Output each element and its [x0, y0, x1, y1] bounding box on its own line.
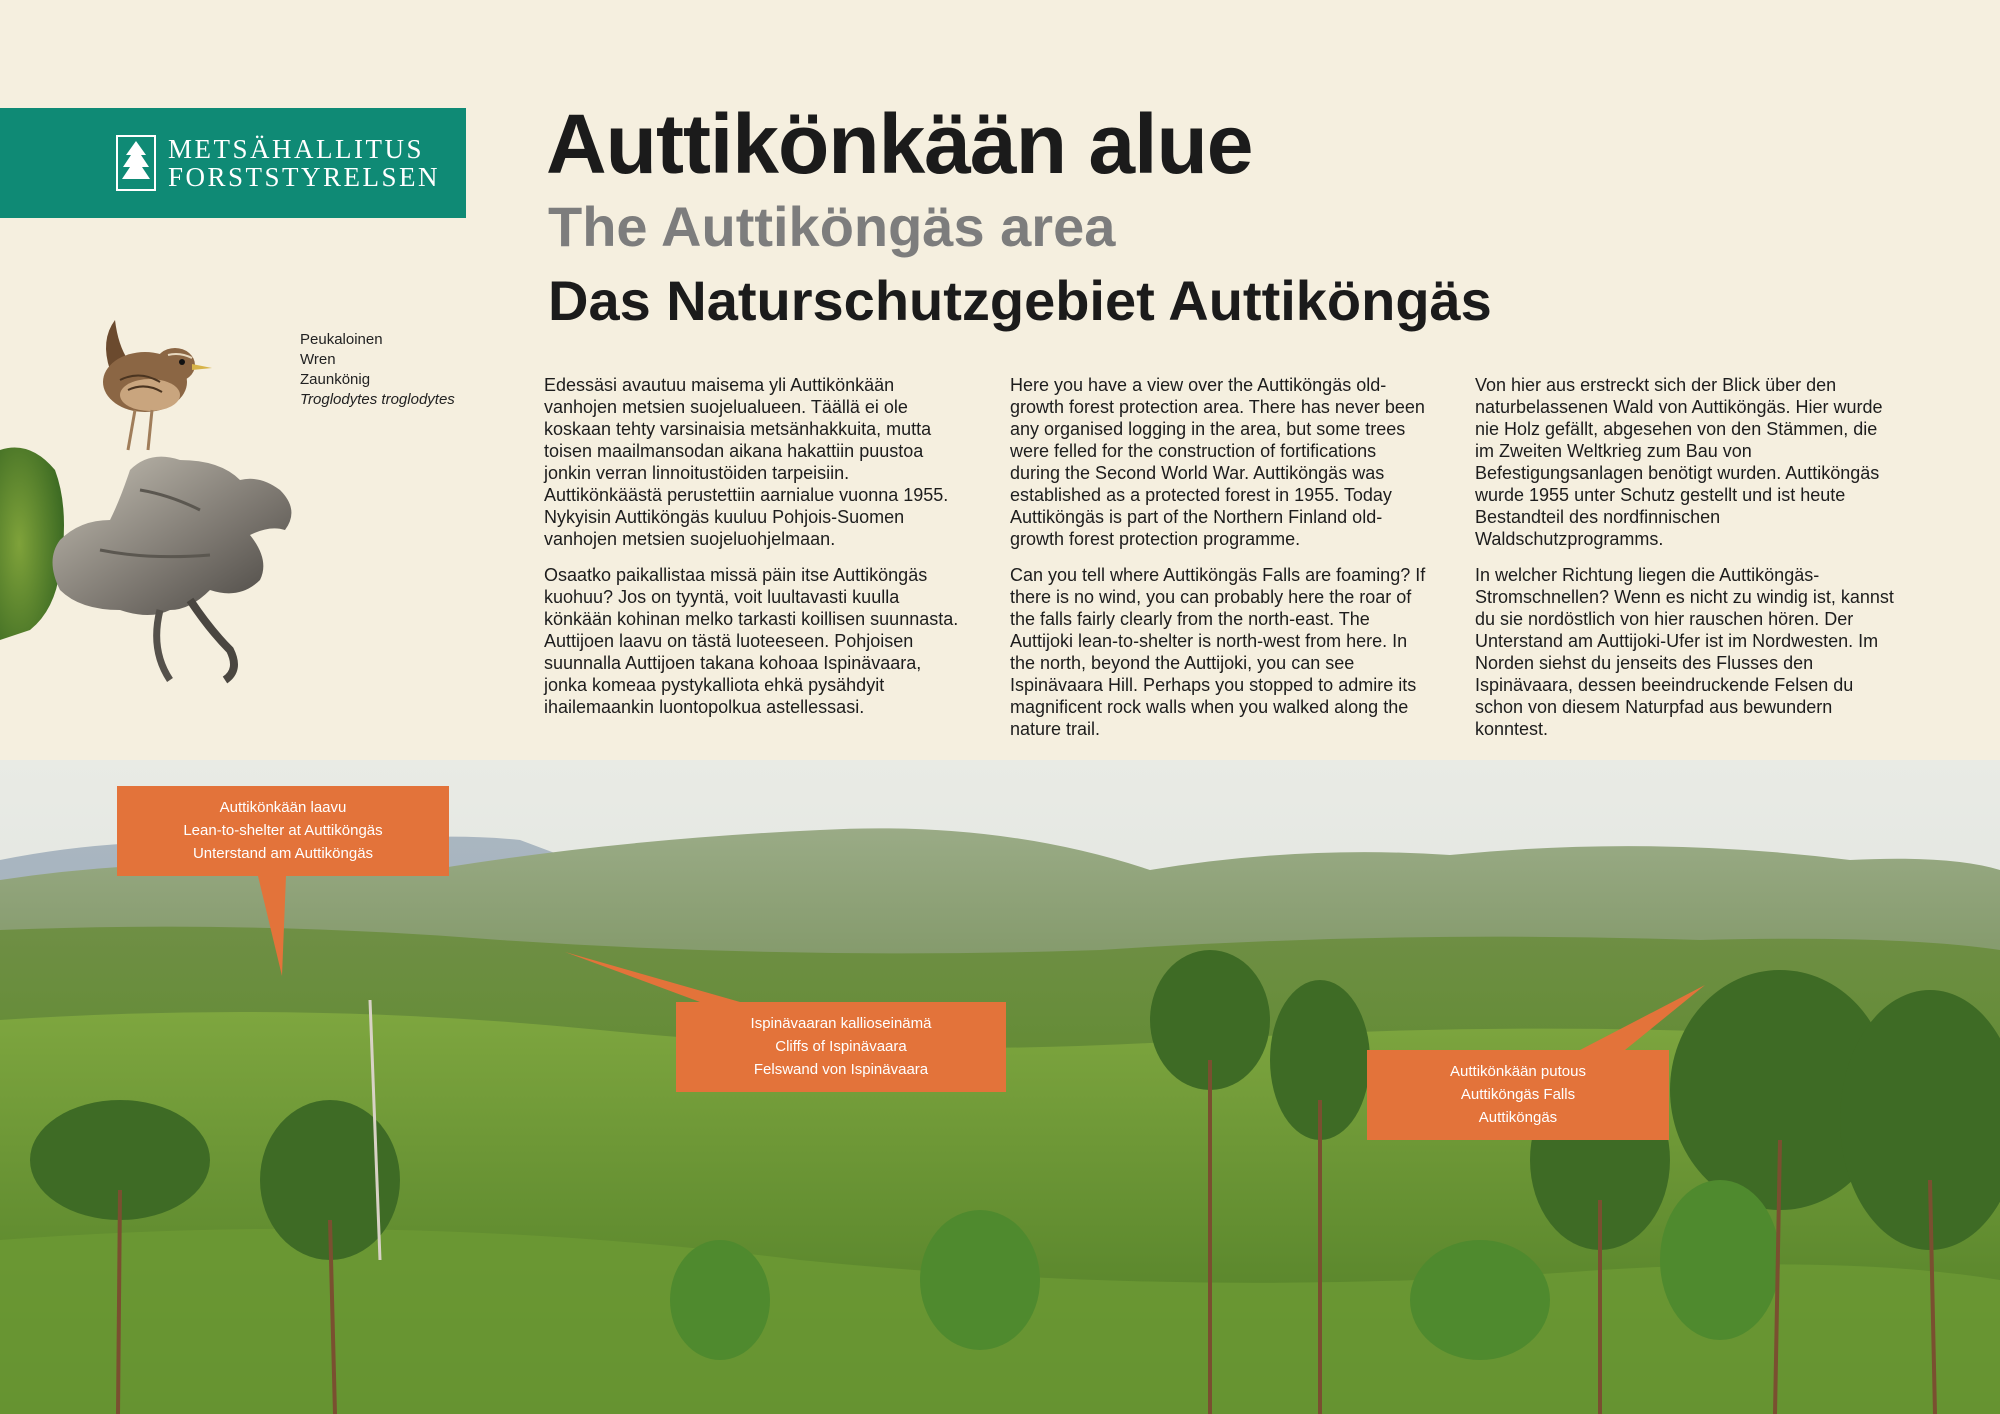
paragraph-de-2: In welcher Richtung liegen die Auttiköngäs-Stromschnellen? Wenn es nicht zu windig ist, kannst du sie nordöstlich von hier rauschen hören. Der Unterstand am Auttijoki-Ufer ist im Nordwesten. Im Norden siehst du jenseits des Flusses den Ispinävaara, dessen beeindruckende Felsen du schon von diesem Naturpfad aus bewundern konntest.: [1475, 565, 1894, 739]
paragraph-de-1: Von hier aus erstreckt sich der Blick über den naturbelassenen Wald von Auttiköngäs. Hier wurde nie Holz gefällt, abgesehen von den Stämmen, die im Zweiten Weltkrieg zum Bau von Befestigungsanlagen benötigt wurden. Auttiköngäs wurde 1955 unter Schutz gestellt und ist heute Bestandteil des nordfinnischen Waldschutzprogramms.: [1475, 375, 1883, 549]
callout-3-fi: Auttikönkään putous: [1450, 1063, 1586, 1080]
callout-3-de: Auttiköngäs: [1478, 1109, 1558, 1126]
bird-name-latin: Troglodytes troglodytes: [300, 391, 455, 408]
callout-lean-to-shelter: [117, 786, 449, 876]
paragraph-fi-1: Edessäsi avautuu maisema yli Auttikönkään vanhojen metsien suojelualueen. Täällä ei ole koskaan tehty varsinaisia metsänhakkuita, mutta toisen maailmansodan aikana hakattiin puustoa jonkin verran linnoitustöiden tarpeisiin. Auttikönkäästä perustettiin aarnialue vuonna 1955. Nykyisin Auttiköngäs kuuluu Pohjois-Suomen vanhojen metsien suojeluohjelmaan.: [544, 375, 949, 549]
callout-cliffs-ispinavaara: [676, 1002, 1006, 1092]
bird-name-de: Zaunkönig: [300, 371, 371, 388]
logo-line-2: FORSTSTYRELSEN: [168, 162, 441, 192]
title-german: Das Naturschutzgebiet Auttiköngäs: [548, 269, 1492, 332]
callout-1-de: Unterstand am Auttiköngäs: [192, 845, 374, 862]
callout-auttikongas-falls: [1367, 1050, 1669, 1140]
title-english: The Auttiköngäs area: [548, 195, 1116, 258]
paragraph-en-2: Can you tell where Auttiköngäs Falls are foaming? If there is no wind, you can probably here the roar of the falls fairly clearly from the north-east. The Auttijoki lean-to-shelter is north-west from here. In the north, beyond the Auttijoki, you can see Ispinävaara Hill. Perhaps you stopped to admire its magnificent rock walls when you walked along the nature trail.: [1010, 565, 1426, 739]
callout-2-fi: Ispinävaaran kallioseinämä: [750, 1015, 932, 1032]
title-finnish: Auttikönkään alue: [546, 97, 1253, 191]
callout-1-fi: Auttikönkään laavu: [219, 799, 347, 816]
logo-line-1: METSÄHALLITUS: [168, 134, 424, 164]
callout-3-en: Auttiköngäs Falls: [1460, 1086, 1576, 1103]
bird-name-fi: Peukaloinen: [300, 331, 383, 348]
paragraph-fi-2: Osaatko paikallistaa missä päin itse Auttiköngäs kuohuu? Jos on tyyntä, voit luultavasti kuulla könkään kohinan melko tarkasti koillisen suunnasta. Auttijoen laavu on tästä luoteeseen. Pohjoisen suunnalla Auttijoen takana kohoaa Ispinävaara, jonka komeaa pystykalliota ehkä pysähdyit ihailemaankin luontopolkua astellessasi.: [544, 565, 959, 717]
callout-2-de: Felswand von Ispinävaara: [753, 1061, 929, 1078]
paragraph-en-1: Here you have a view over the Auttiköngäs old-growth forest protection area. There has never been any organised logging in the area, but some trees were felled for the construction of fortifications during the Second World War. Auttiköngäs was established as a protected forest in 1955. Today Auttiköngäs is part of the Northern Finland old-growth forest protection programme.: [1010, 375, 1425, 549]
bird-name-en: Wren: [300, 351, 336, 368]
callout-2-en: Cliffs of Ispinävaara: [775, 1038, 907, 1055]
callout-1-en: Lean-to-shelter at Auttiköngäs: [183, 822, 383, 839]
